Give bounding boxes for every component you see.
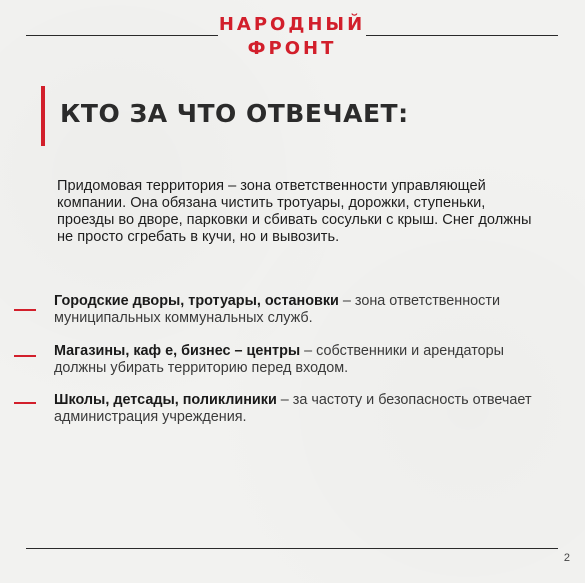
list-item-text: – собственники и арендаторы должны убирать территорию перед входом. xyxy=(54,343,505,376)
list-item-text: – за частоту и безопасность отвечает администрация учреждения. xyxy=(54,392,532,425)
logo-line-1: НАРОДНЫЙ xyxy=(218,14,366,35)
logo-line-2: ФРОНТ xyxy=(247,38,337,59)
list-dash-1 xyxy=(14,309,36,311)
page-title: КТО ЗА ЧТО ОТВЕЧАЕТ: xyxy=(60,99,409,128)
list-item xyxy=(54,343,554,377)
page-number: 2 xyxy=(563,552,570,564)
header-divider-left xyxy=(26,35,218,36)
list-item-heading: Магазины, каф е, бизнес – центры xyxy=(54,343,301,359)
list-item xyxy=(54,293,554,327)
list-item xyxy=(54,392,554,426)
list-item-heading: Городские дворы, тротуары, остановки xyxy=(54,293,339,309)
title-accent-bar xyxy=(41,86,45,146)
list-dash-3 xyxy=(14,402,36,404)
header-divider-right xyxy=(366,35,558,36)
footer-divider xyxy=(26,548,558,549)
list-dash-2 xyxy=(14,355,36,357)
list-item-heading: Школы, детсады, поликлиники xyxy=(54,392,277,408)
list-item-text: – зона ответственности муниципальных коммунальных служб. xyxy=(54,293,500,326)
intro-paragraph: Придомовая территория – зона ответственности управляющей компании. Она обязана чистить тротуары, дорожки, ступеньки, проезды во дворе, парковки и сбивать сосульки с крыш. Снег должны не просто сгребать в кучи, но и вывозить. xyxy=(57,178,532,245)
logo xyxy=(218,13,366,61)
